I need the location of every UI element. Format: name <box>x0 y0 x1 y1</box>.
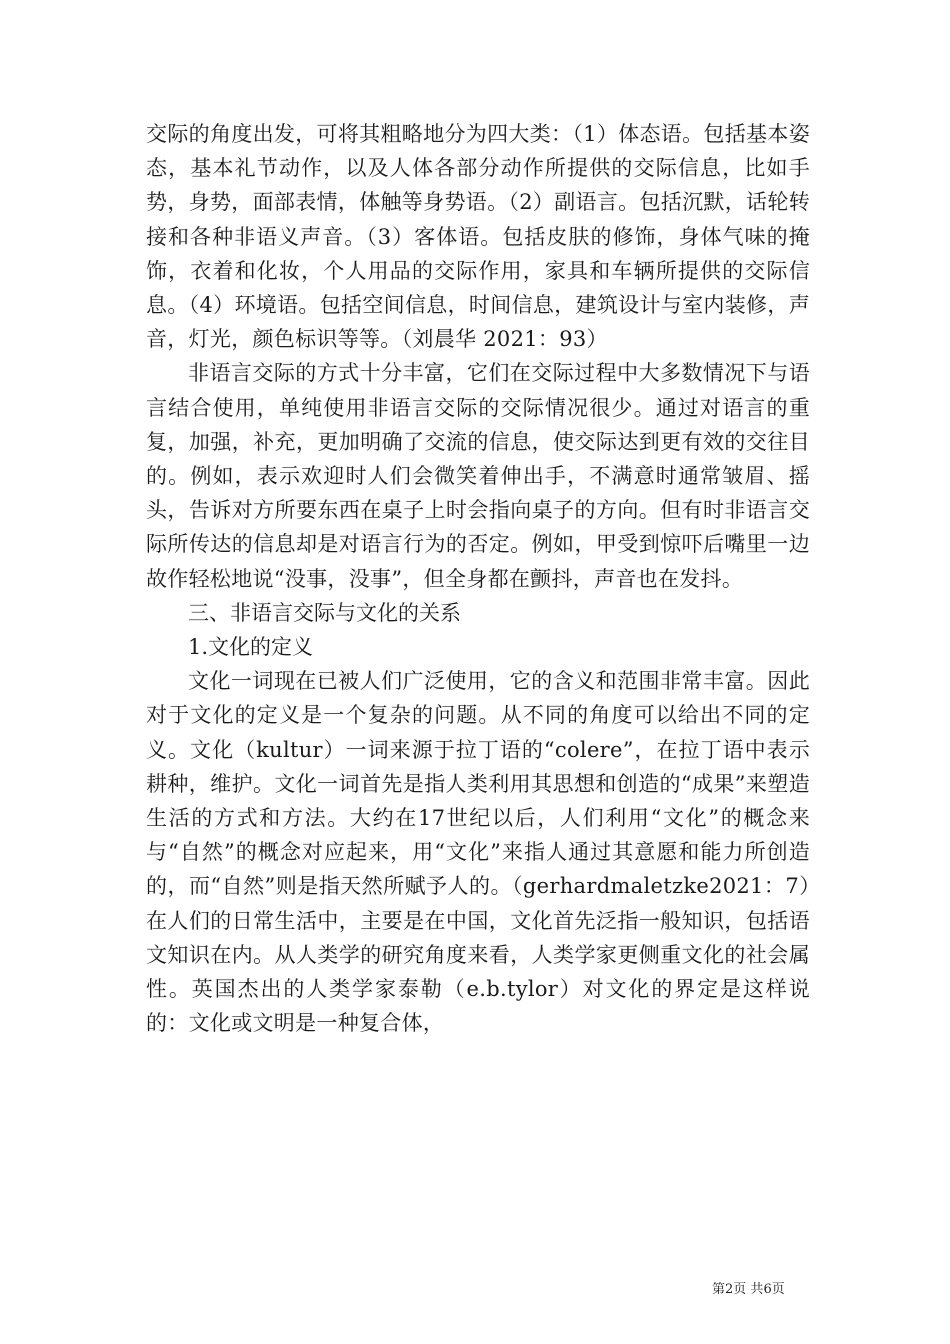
footer-suffix: 页 <box>771 1282 785 1297</box>
footer-current-page: 2 <box>725 1282 734 1297</box>
footer-middle: 页 共 <box>733 1282 764 1297</box>
footer-total-pages: 6 <box>763 1282 772 1297</box>
page-footer <box>712 1278 785 1297</box>
paragraph-nonverbal-methods: 非语言交际的方式十分丰富，它们在交际过程中大多数情况下与语言结合使用，单纯使用非语言交际的交际情况很少。通过对语言的重复，加强，补充，更加明确了交流的信息，使交际达到更有效的交往目的。例如，表示欢迎时人们会微笑着伸出手，不满意时通常皱眉、摇头，告诉对方所要东西在桌子上时会指向桌子的方向。但有时非语言交际所传达的信息却是对语言行为的否定。例如，甲受到惊吓后嘴里一边故作轻松地说“没事，没事”，但全身都在颤抖，声音也在发抖。 <box>146 361 810 591</box>
document-body <box>146 117 810 1040</box>
paragraph-nonverbal-categories: 交际的角度出发，可将其粗略地分为四大类：（1）体态语。包括基本姿态，基本礼节动作，以及人体各部分动作所提供的交际信息，比如手势，身势，面部表情，体触等身势语。（2）副语言。包括沉默，话轮转接和各种非语义声音。（3）客体语。包括皮肤的修饰，身体气味的掩饰，衣着和化妆，个人用品的交际作用，家具和车辆所提供的交际信息。（4）环境语。包括空间信息，时间信息，建筑设计与室内装修，声音，灯光，颜色标识等等。（刘晨华 2021：93） <box>146 122 810 352</box>
paragraph-culture-definition: 文化一词现在已被人们广泛使用，它的含义和范围非常丰富。因此对于文化的定义是一个复杂的问题。从不同的角度可以给出不同的定义。文化（kultur）一词来源于拉丁语的“colere”，在拉丁语中表示耕种，维护。文化一词首先是指人类利用其思想和创造的“成果”来塑造生活的方式和方法。大约在17世纪以后，人们利用“文化”的概念来与“自然”的概念对应起来，用“文化”来指人通过其意愿和能力所创造的，而“自然”则是指天然所赋予人的。（gerhardmaletzke2021：7）在人们的日常生活中，主要是在中国，文化首先泛指一般知识，包括语文知识在内。从人类学的研究角度来看，人类学家更侧重文化的社会属性。英国杰出的人类学家泰勒（e.b.tylor）对文化的界定是这样说的：文化或文明是一种复合体， <box>146 669 810 1036</box>
subsection-heading: 1.文化的定义 <box>188 635 314 660</box>
section-heading: 三、非语言交际与文化的关系 <box>188 600 461 625</box>
footer-prefix: 第 <box>712 1282 726 1297</box>
